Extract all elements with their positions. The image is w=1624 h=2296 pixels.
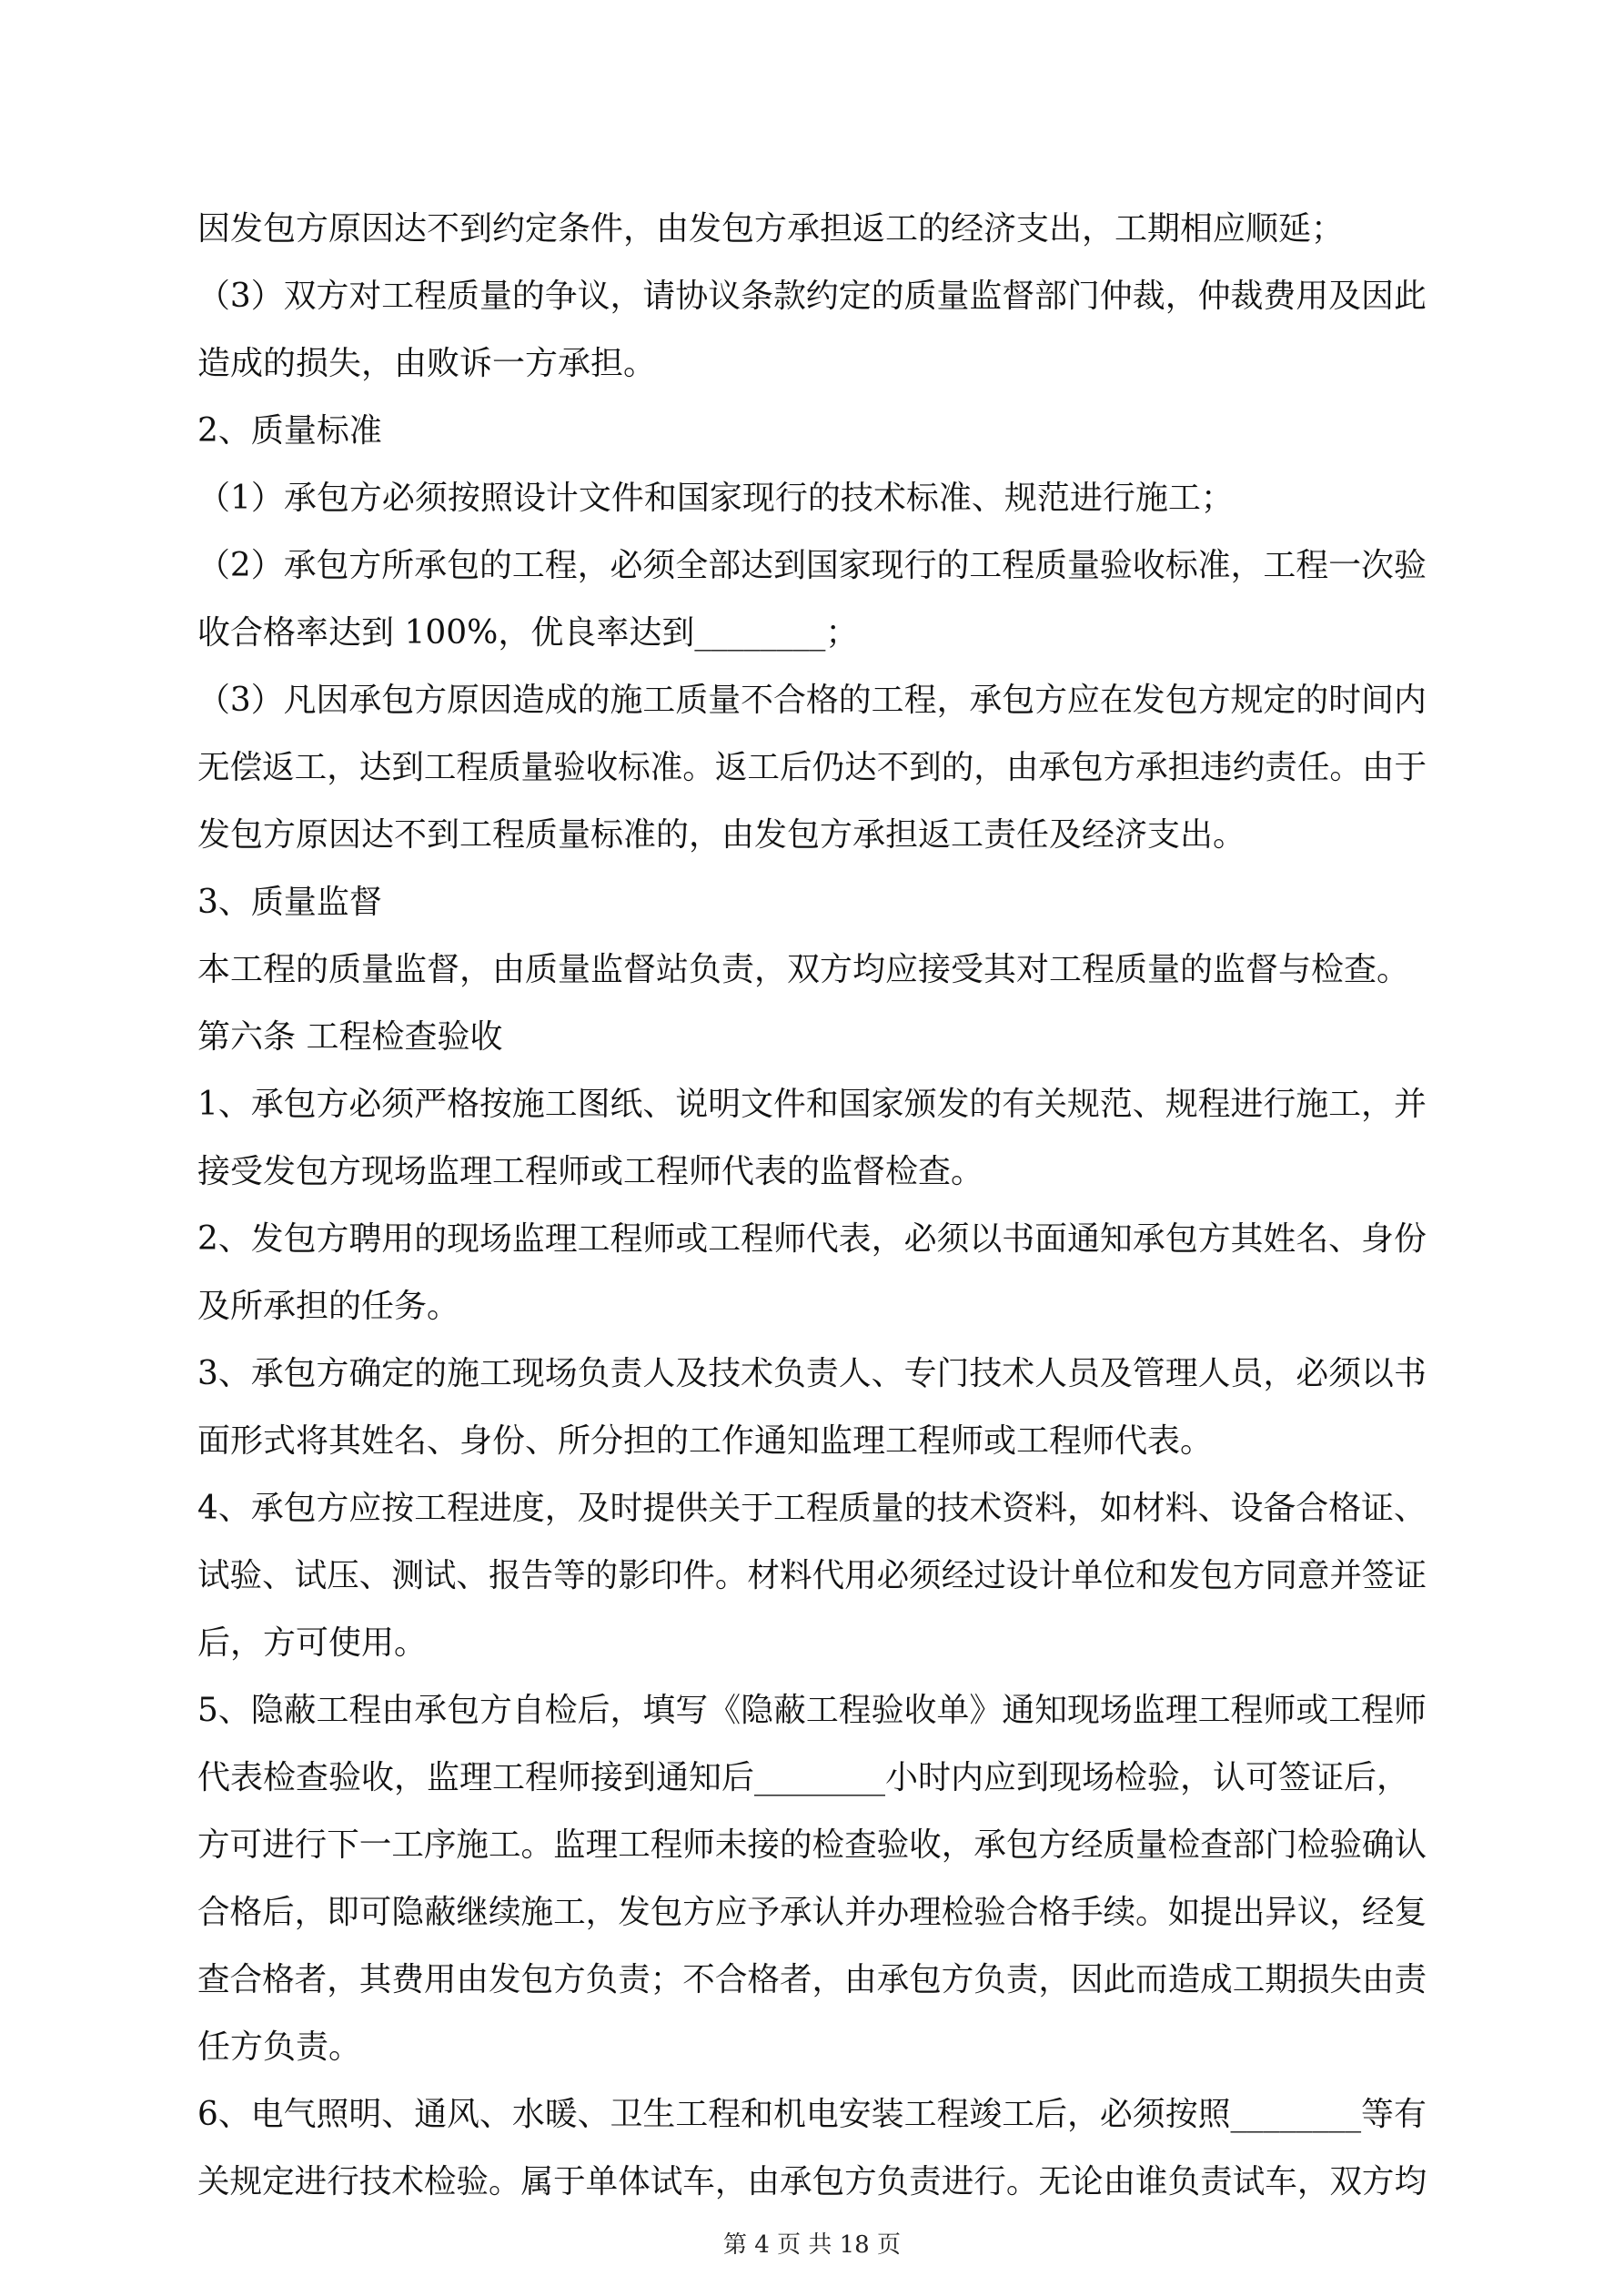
text-line: 6、电气照明、通风、水暖、卫生工程和机电安装工程竣工后，必须按照________等有	[197, 2096, 1427, 2133]
text-line: 2、发包方聘用的现场监理工程师或工程师代表，必须以书面通知承包方其姓名、身份	[197, 1220, 1427, 1258]
text-line: 本工程的质量监督，由质量监督站负责，双方均应接受其对工程质量的监督与检查。	[197, 951, 1410, 988]
text-line: 1、承包方必须严格按施工图纸、说明文件和国家颁发的有关规范、规程进行施工，并	[197, 1086, 1427, 1123]
text-line: 发包方原因达不到工程质量标准的，由发包方承担返工责任及经济支出。	[197, 816, 1246, 854]
text-line: 面形式将其姓名、身份、所分担的工作通知监理工程师或工程师代表。	[197, 1422, 1214, 1460]
text-line: 任方负责。	[197, 2028, 362, 2066]
text-line: 无偿返工，达到工程质量验收标准。返工后仍达不到的，由承包方承担违约责任。由于	[197, 749, 1427, 786]
text-line: 5、隐蔽工程由承包方自检后，填写《隐蔽工程验收单》通知现场监理工程师或工程师	[197, 1692, 1427, 1729]
text-line: 关规定进行技术检验。属于单体试车，由承包方负责进行。无论由谁负责试车，双方均	[197, 2163, 1427, 2200]
page-footer: 第 4 页 共 18 页	[723, 2231, 901, 2259]
text-line: 4、承包方应按工程进度，及时提供关于工程质量的技术资料，如材料、设备合格证、	[197, 1490, 1427, 1527]
text-line: 及所承担的任务。	[197, 1288, 460, 1325]
text-line: 造成的损失，由败诉一方承担。	[197, 345, 657, 382]
text-line: （1）承包方必须按照设计文件和国家现行的技术标准、规范进行施工；	[197, 480, 1234, 517]
section-heading: 2、质量标准	[197, 412, 382, 450]
text-line: 试验、试压、测试、报告等的影印件。材料代用必须经过设计单位和发包方同意并签证	[197, 1557, 1427, 1594]
article-heading: 第六条 工程检查验收	[197, 1018, 503, 1056]
text-line: 方可进行下一工序施工。监理工程师未接的检查验收，承包方经质量检查部门检验确认	[197, 1826, 1427, 1864]
section-heading: 3、质量监督	[197, 884, 382, 921]
text-line: 因发包方原因达不到约定条件，由发包方承担返工的经济支出，工期相应顺延；	[197, 210, 1345, 248]
text-line: 查合格者，其费用由发包方负责；不合格者，由承包方负责，因此而造成工期损失由责	[197, 1961, 1427, 1998]
text-line: 合格后，即可隐蔽继续施工，发包方应予承认并办理检验合格手续。如提出异议，经复	[197, 1894, 1427, 1931]
text-line: （2）承包方所承包的工程，必须全部达到国家现行的工程质量验收标准，工程一次验	[197, 547, 1427, 584]
text-line: 收合格率达到 100%，优良率达到________；	[197, 614, 859, 652]
text-line: 后，方可使用。	[197, 1624, 428, 1662]
text-line: （3）凡因承包方原因造成的施工质量不合格的工程，承包方应在发包方规定的时间内	[197, 682, 1427, 719]
text-line: 代表检查验收，监理工程师接到通知后________小时内应到现场检验，认可签证后，	[197, 1759, 1410, 1796]
text-line: （3）双方对工程质量的争议，请协议条款约定的质量监督部门仲裁，仲裁费用及因此	[197, 278, 1427, 315]
text-line: 接受发包方现场监理工程师或工程师代表的监督检查。	[197, 1153, 984, 1190]
text-line: 3、承包方确定的施工现场负责人及技术负责人、专门技术人员及管理人员，必须以书	[197, 1355, 1427, 1392]
